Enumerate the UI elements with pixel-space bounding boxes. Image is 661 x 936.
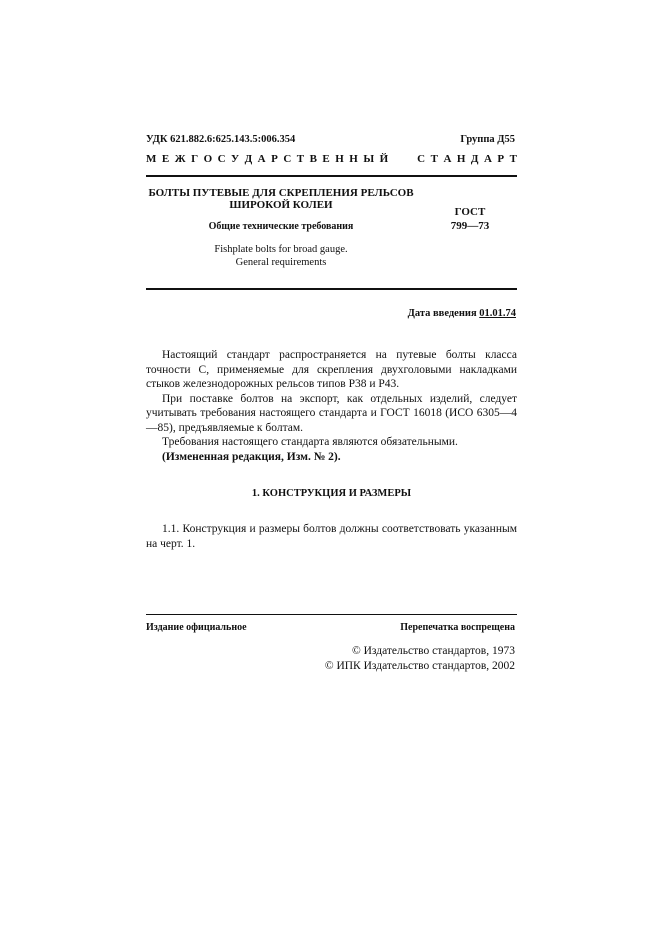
letter: А xyxy=(257,153,266,165)
interstate-standard-heading xyxy=(146,153,517,165)
letter: Т xyxy=(430,153,438,165)
letter: Т xyxy=(296,153,305,165)
letter: Е xyxy=(322,153,330,165)
copyright-1973: © Издательство стандартов, 1973 xyxy=(351,645,515,657)
gost-label: ГОСТ xyxy=(454,206,486,218)
letter: Д xyxy=(244,153,253,165)
letter: С xyxy=(283,153,292,165)
official-edition-label: Издание официальное xyxy=(146,622,247,633)
paragraph-scope: Настоящий стандарт распространяется на путевые болты класса точности С, применяемые для скрепления двухголовыми накладками стыков железнодорожных рельсов типов Р38 и Р43. xyxy=(146,349,517,390)
letter: А xyxy=(443,153,452,165)
letter: Ж xyxy=(174,153,186,165)
gost-number: 799—73 xyxy=(450,220,490,232)
letter: Ы xyxy=(363,153,375,165)
intro-date-label: Дата введения xyxy=(407,308,477,319)
letter: Й xyxy=(379,153,389,165)
clause-1-1: 1.1. Конструкция и размеры болтов должны соответствовать указанным на черт. 1. xyxy=(146,523,517,550)
scope-text xyxy=(146,348,517,464)
section-heading: 1. КОНСТРУКЦИЯ И РАЗМЕРЫ xyxy=(251,488,412,499)
letter: С xyxy=(217,153,226,165)
top-divider xyxy=(146,175,517,177)
letter: С xyxy=(417,153,426,165)
english-title xyxy=(146,243,416,269)
english-title-line-1: Fishplate bolts for broad gauge. xyxy=(214,244,348,255)
reprint-prohibited-label: Перепечатка воспрещена xyxy=(400,622,515,633)
english-title-line-2: General requirements xyxy=(235,257,327,268)
udk-code: УДК 621.882.6:625.143.5:006.354 xyxy=(146,134,296,145)
title-divider xyxy=(146,288,517,290)
letter: Р xyxy=(497,153,505,165)
letter: О xyxy=(203,153,213,165)
footer-divider xyxy=(146,614,517,615)
introduction-date xyxy=(408,308,516,319)
title-line-2: ШИРОКОЙ КОЛЕИ xyxy=(229,199,333,211)
title-line-1: БОЛТЫ ПУТЕВЫЕ ДЛЯ СКРЕПЛЕНИЯ РЕЛЬСОВ xyxy=(148,187,414,199)
word-gap xyxy=(394,153,412,165)
letter: Н xyxy=(335,153,344,165)
gost-designation xyxy=(430,205,510,233)
letter: Г xyxy=(191,153,199,165)
letter: М xyxy=(146,153,157,165)
letter: В xyxy=(309,153,317,165)
clause-text xyxy=(146,522,517,551)
document-subtitle: Общие технические требования xyxy=(208,221,354,232)
paragraph-mandatory: Требования настоящего стандарта являются обязательными. xyxy=(162,436,458,448)
letter: Е xyxy=(161,153,170,165)
letter: Н xyxy=(456,153,466,165)
letter: Р xyxy=(271,153,278,165)
letter: Д xyxy=(470,153,479,165)
paragraph-export: При поставке болтов на экспорт, как отдельных изделий, следует учитывать требования настоящего стандарта и ГОСТ 16018 (ИСО 6305—4—85), предъявляемые к болтам. xyxy=(146,392,517,434)
intro-date-value: 01.01.74 xyxy=(479,308,516,319)
paragraph-amendment: (Измененная редакция, Изм. № 2). xyxy=(162,450,341,463)
group-code: Группа Д55 xyxy=(460,134,515,145)
letter: Т xyxy=(509,153,517,165)
document-title xyxy=(146,187,416,211)
letter: У xyxy=(231,153,240,165)
letter: А xyxy=(483,153,492,165)
letter: Н xyxy=(349,153,358,165)
copyright-2002: © ИПК Издательство стандартов, 2002 xyxy=(324,660,515,672)
